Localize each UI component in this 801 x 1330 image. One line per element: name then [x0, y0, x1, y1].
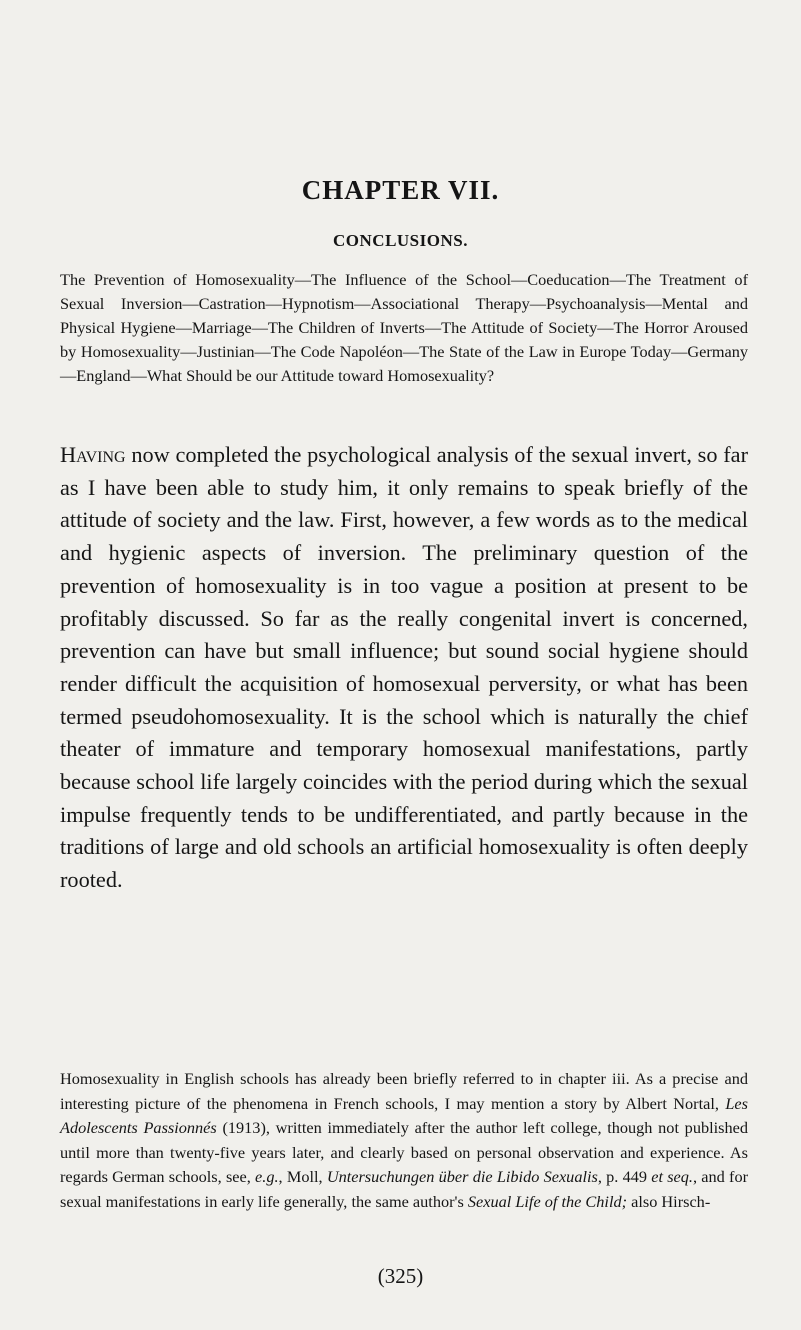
chapter-title: CHAPTER VII.: [301, 175, 500, 205]
body-paragraph: [60, 439, 748, 897]
footnote-et-seq: et seq.: [651, 1167, 693, 1187]
footnote-text-6: also Hirsch-: [627, 1191, 711, 1211]
footnote-title-sexual-life: Sexual Life of the Child;: [467, 1191, 628, 1211]
footnote: [60, 1067, 748, 1215]
footnote-title-les-adolescents: Les Adolescents Passionnés: [60, 1093, 748, 1138]
section-heading: CONCLUSIONS.: [333, 231, 468, 250]
footnote-text-4: , p. 449: [597, 1167, 652, 1187]
footnote-title-untersuchungen: Untersuchungen über die Libido Sexualis: [326, 1167, 598, 1187]
chapter-synopsis: The Prevention of Homosexuality—The Influence of the School—Coeducation—The Treatment of Sexual Inversion—Castration—Hypnotism—Associational Therapy—Psychoanalysis—Mental and Physical Hygiene—Marriage—The Children of Inverts—The Attitude of Society—The Horror Aroused by Homosexuality—Justinian—The Code Napoléon—The State of the Law in Europe Today—Germany—England—What Should be our Attitude toward Homosexuality?: [60, 270, 748, 385]
footnote-text-2: (1913), written immediately after the author left college, though not published until more than twenty-five years later, and clearly based on personal observation and experience. As regards German schools, see,: [60, 1118, 748, 1187]
footnote-eg: e.g.: [255, 1167, 279, 1187]
footnote-text-3: , Moll,: [278, 1167, 327, 1187]
page-number: (325): [377, 1264, 424, 1288]
footnote-text-5: , and for sexual manifestations in early life generally, the same author's: [60, 1167, 749, 1211]
lead-word: Having: [60, 442, 126, 467]
body-text: now completed the psychological analysis of the sexual invert, so far as I have been able to study him, it only remains to speak briefly of the attitude of society and the law. First, however, a few words as to the medical and hygienic aspects of inversion. The preliminary question of the prevention of homosexuality is in too vague a position at present to be profitably discussed. So far as the really congenital invert is concerned, prevention can have but small influence; but sound social hygiene should render difficult the acquisition of homosexual perversity, or what has been termed pseudohomosexuality. It is the school which is naturally the chief theater of immature and temporary homosexual manifestations, partly because school life largely coincides with the period during which the sexual impulse frequently tends to be undifferentiated, and partly because in the traditions of large and old schools an artificial homosexuality is often deeply rooted.: [60, 442, 749, 893]
footnote-text-1: Homosexuality in English schools has already been briefly referred to in chapter iii. As a precise and interesting picture of the phenomena in French schools, I may mention a story by Albert Nortal,: [60, 1069, 748, 1113]
